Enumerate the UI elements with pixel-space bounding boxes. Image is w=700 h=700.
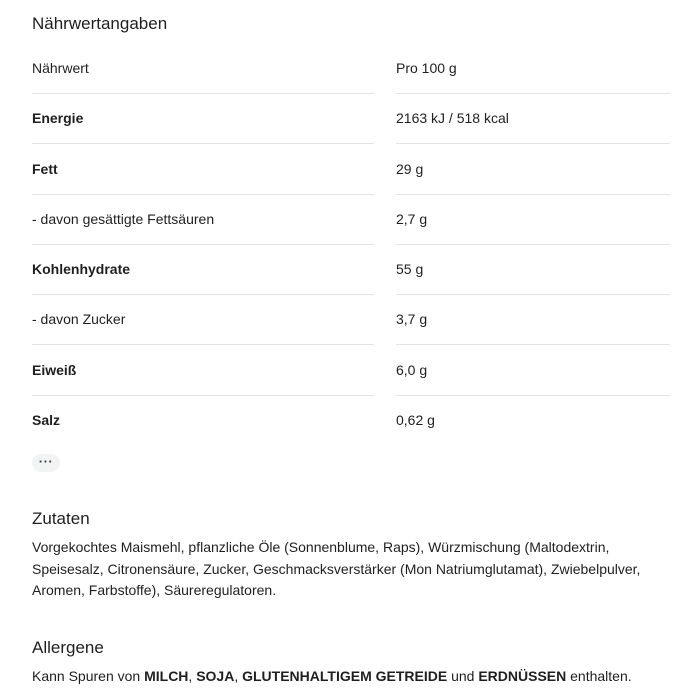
nutrient-value: 0,62 g [396,412,435,429]
nutrient-value: 55 g [396,245,670,295]
header-nutrient: Nährwert [32,44,374,94]
nutrient-name: - davon Zucker [32,295,374,345]
table-row [32,195,670,245]
allergen-gluten: GLUTENHALTIGEM GETREIDE [242,668,448,684]
nutrient-value: 29 g [396,145,670,195]
nutrition-title: Nährwertangaben [32,14,168,33]
nutrient-name: Salz [32,412,61,429]
table-row [32,295,670,345]
ingredients-text: Vorgekochtes Maismehl, pflanzliche Öle (Sonnenblume, Raps), Würzmischung (Maltodextrin, Speisesalz, Citronensäure, Zucker, Geschmacksverstärker (Mon Natriumglutamat), Zwiebelpulver, Aromen, Farbstoffe), Säureregulatoren. [32,539,641,598]
nutrient-value: 2163 kJ / 518 kcal [396,94,670,144]
show-more-button[interactable] [32,454,60,472]
nutrient-name: Eiweiß [32,346,374,396]
allergens-prefix: Kann Spuren von [32,668,145,684]
table-header-row [32,44,670,94]
ingredients-title: Zutaten [32,509,90,528]
allergens-separator: , [188,668,197,684]
table-row [32,245,670,295]
allergen-soy: SOJA [196,668,235,684]
table-row [32,94,670,144]
nutrient-name: Fett [32,145,374,195]
table-row [32,396,670,446]
allergens-separator: und [447,668,479,684]
nutrient-value: 2,7 g [396,195,670,245]
nutrient-name: Energie [32,94,374,144]
nutrient-value: 3,7 g [396,295,670,345]
nutrient-value: 6,0 g [396,346,670,396]
nutrition-table [32,44,670,446]
header-per-100g: Pro 100 g [396,44,670,94]
allergens-title: Allergene [32,638,104,657]
allergens-text [32,666,672,688]
table-row [32,145,670,195]
allergen-milk: MILCH [144,668,189,684]
table-row [32,346,670,396]
nutrient-name: Kohlenhydrate [32,245,374,295]
allergen-peanuts: ERDNÜSSEN [478,668,567,684]
allergens-separator: , [234,668,243,684]
more-dots-icon: ··· [38,453,54,469]
nutrient-name: - davon gesättigte Fettsäuren [32,195,374,245]
allergens-suffix: enthalten. [566,668,632,684]
